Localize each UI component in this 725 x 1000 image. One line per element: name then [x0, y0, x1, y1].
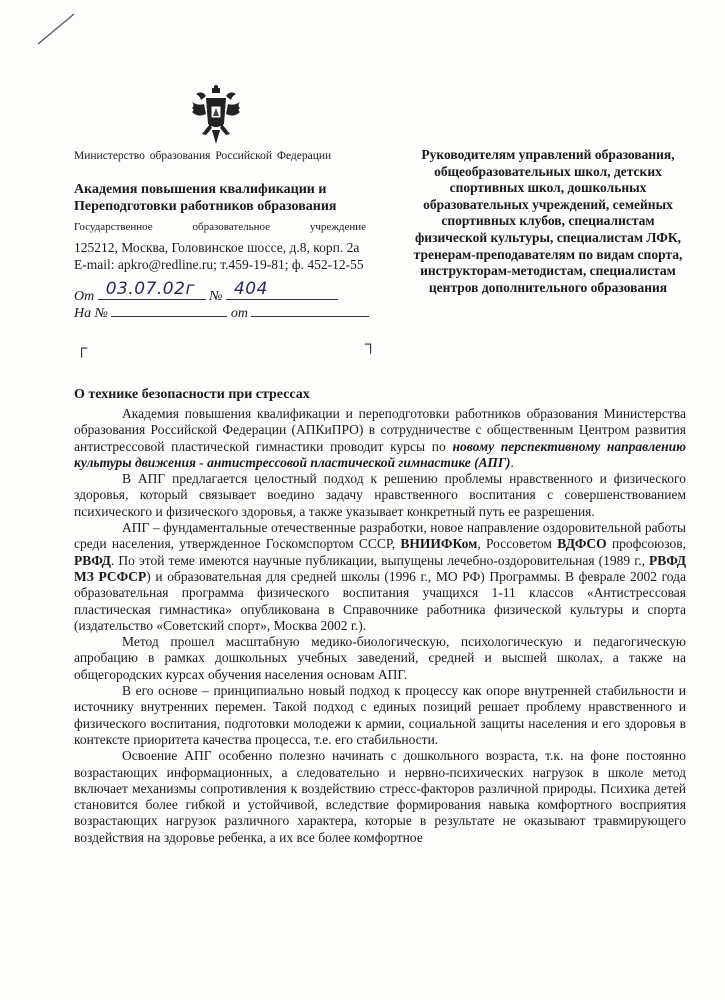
paragraph-text: АПГ – фундаментальные отечественные разработки, новое направление оздоровительной работы среди населения, утвержденное Госкомспортом СССР,: [74, 520, 686, 552]
bold-text: ВНИИФКом: [400, 536, 478, 552]
paragraph-text: ) и образовательная для средней школы (1996 г., МО РФ) Программы. В феврале 2002 года образовательная программа физического воспитания учащихся 1-11 классов «Антистрессовая пластическая гимнастика» опубликована в Справочнике работника физической культуры и спорта (издательство «Советский спорт», Москва 2002 г.).: [74, 568, 687, 633]
number-label: №: [209, 289, 223, 304]
reply-to-label: На №: [74, 306, 108, 321]
address-bracket-right: ┐: [365, 336, 377, 353]
from-label: От: [74, 289, 95, 304]
paragraph: Освоение АПГ особенно полезно начинать с дошкольного возраста, т.к. на фоне постоянно возрастающих информационных, а следовательно и нервно-психических нагрузок в школе метод включает механизмы сопротивления к воздействию стресс-факторов различной природы. Психика детей становится более гибкой и устойчивой, вследствие формирования навыка комфортного восприятия возрастающих нагрузок различного характера, которые в результате не оказывают травмирующего воздействия на здоровье ребенка, а их все более комфортное: [74, 748, 686, 845]
paragraph: В его основе – принципиально новый подход к процессу как опоре внутренней стабильности и источнику внутренних перемен. Такой подход с единых позиций решает проблему нравственного и физического воспитания, подготовки молодежи к армии, социальной защиты населения и его здоровья в контексте приоритета качества процесса, т.е. его стабильности.: [74, 683, 686, 747]
bold-text: ВДФСО: [557, 536, 607, 552]
contact-line: E-mail: apkro@redline.ru; т.459-19-81; ф. 452-12-55: [74, 257, 364, 272]
pen-stroke-mark: [36, 12, 76, 46]
paragraph-text: . По этой теме имеются научные публикации, выпущены лечебно-оздоровительная (1989 г.,: [110, 552, 650, 568]
paragraph: Метод прошел масштабную медико-биологическую, психологическую и педагогическую апробацию в рамках дошкольных учебных заведений, средней и высшей школах, а также на общегородских курсах обучения населения основам АПГ.: [74, 634, 686, 682]
institution-type: [74, 221, 366, 233]
incoming-registration: [74, 302, 369, 322]
paragraph: В АПГ предлагается целостный подход к решению проблемы нравственного и физического здоровья, который связывает воедино задачу нравственного воспитания с совершенствованием психического и физического здоровья, а также указывает конкретный путь ее разрешения.: [74, 471, 686, 519]
letter-subject: О технике безопасности при стрессах: [74, 387, 310, 402]
institution-type-word: образовательное: [192, 221, 271, 233]
paragraph-text: , Россоветом: [477, 536, 558, 552]
paragraph-text: .: [510, 454, 514, 470]
institution-type-word: Государственное: [74, 221, 153, 233]
paragraph: [74, 406, 686, 471]
paragraph-text: Академия повышения квалификации и переподготовки работников образования Министерства образования Российской Федерации (АПКиПРО) в сотрудничестве с общественным Центром развития антистрессовой пластической гимнастики проводит курсы по: [74, 406, 686, 454]
handwritten-date: 03.07.02г: [105, 279, 195, 299]
recipients-block: Руководителям управлений образования, общеобразовательных школ, детских спортивных школ, дошкольных образовательных учреждений, семейных спортивных клубов, специалистам физической культуры, специалистам ЛФК, тренерам-преподавателям по видам спорта, инструкторам-методистам, специалистам центров дополнительного образования: [413, 147, 683, 295]
date-field: [98, 279, 206, 300]
address-block: [74, 239, 364, 273]
address-bracket-left: ┌: [76, 340, 88, 357]
postal-address: 125212, Москва, Головинское шоссе, д.8, корп. 2а: [74, 240, 360, 255]
academy-name-line2: Переподготовки работников образования: [74, 199, 337, 214]
ministry-name: Министерство образования Российской Федерации: [74, 150, 332, 162]
academy-name: [74, 181, 366, 215]
double-headed-eagle-emblem: [188, 84, 244, 148]
academy-name-line1: Академия повышения квалификации и: [74, 182, 327, 197]
reply-from-label: от: [230, 306, 248, 321]
paragraph: [74, 520, 686, 634]
letter-body: [74, 406, 686, 846]
reply-number-field: [111, 302, 227, 317]
bold-text: РВФД МЗ РСФСР: [74, 552, 686, 584]
paragraph-text: профсоюзов,: [606, 536, 686, 552]
institution-type-word: учреждение: [309, 221, 366, 233]
handwritten-number: 404: [233, 279, 268, 299]
number-field: [226, 279, 338, 300]
reply-date-field: [251, 302, 369, 317]
bold-text: РВФД: [74, 552, 111, 568]
emphasized-text: новому перспективному направлению культуры движения - антистрессовой пластической гимнастике (АПГ): [74, 438, 686, 470]
